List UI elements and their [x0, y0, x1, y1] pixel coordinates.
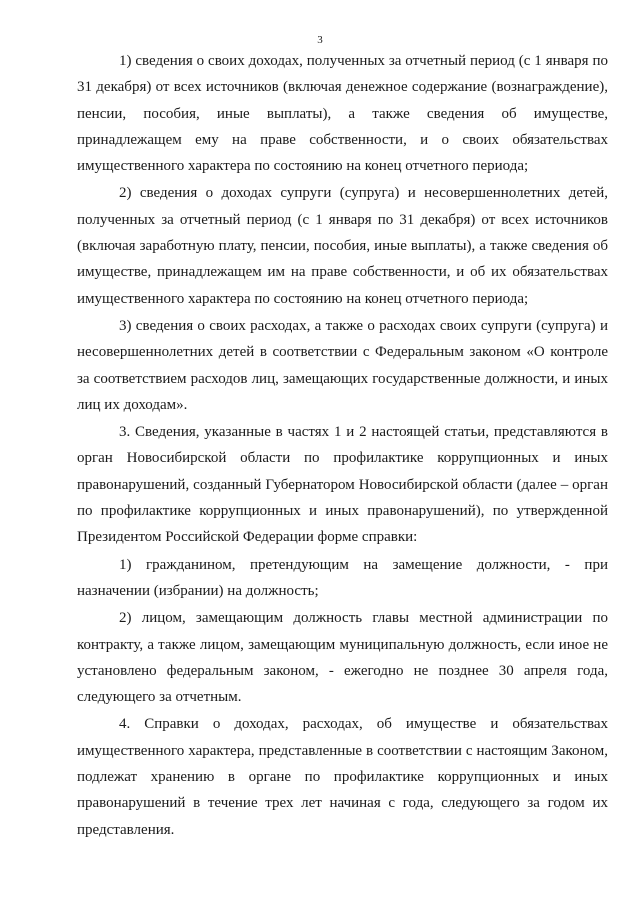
paragraph-part-3-item-2: 2) лицом, замещающим должность главы местной администрации по контракту, а также лицом, замещающим муниципальную должность, если иное не установлено федеральным законом, - ежегодно не позднее 30 апреля года, следующего за отчетным. [77, 610, 608, 706]
paragraph-part-4: 4. Справки о доходах, расходах, об имуществе и обязательствах имущественного характера, представленные в соответствии с настоящим Законом, подлежат хранению в органе по профилактике коррупционных и иных правонарушений в течение трех лет начиная с года, следующего за годом их представления. [77, 716, 608, 838]
paragraph-part-3-item-1: 1) гражданином, претендующим на замещение должности, - при назначении (избрании) на должность; [77, 556, 608, 599]
paragraph-item-1-income: 1) сведения о своих доходах, полученных за отчетный период (с 1 января по 31 декабря) от всех источников (включая денежное содержание (вознаграждение), пенсии, пособия, иные выплаты), а также сведения об имуществе, принадлежащем ему на праве собственности, и о своих обязательствах имущественного характера по состоянию на конец отчетного периода; [77, 53, 608, 175]
document-body [77, 48, 608, 843]
paragraph-part-3: 3. Сведения, указанные в частях 1 и 2 настоящей статьи, представляются в орган Новосибирской области по профилактике коррупционных и иных правонарушений, созданный Губернатором Новосибирской области (далее – орган по профилактике коррупционных и иных правонарушений), по утвержденной Президентом Российской Федерации форме справки: [77, 424, 608, 546]
paragraph-item-2-family-income: 2) сведения о доходах супруги (супруга) и несовершеннолетних детей, полученных за отчетный период (с 1 января по 31 декабря) от всех источников (включая заработную плату, пенсии, пособия, иные выплаты), а также сведения об имуществе, принадлежащем им на праве собственности, и об их обязательствах имущественного характера по состоянию на конец отчетного периода; [77, 185, 608, 307]
page-number: 3 [317, 34, 323, 46]
paragraph-item-3-expenses: 3) сведения о своих расходах, а также о расходах своих супруги (супруга) и несовершеннолетних детей в соответствии с Федеральным законом «О контроле за соответствием расходов лиц, замещающих государственные должности, и иных лиц их доходам». [77, 317, 608, 413]
